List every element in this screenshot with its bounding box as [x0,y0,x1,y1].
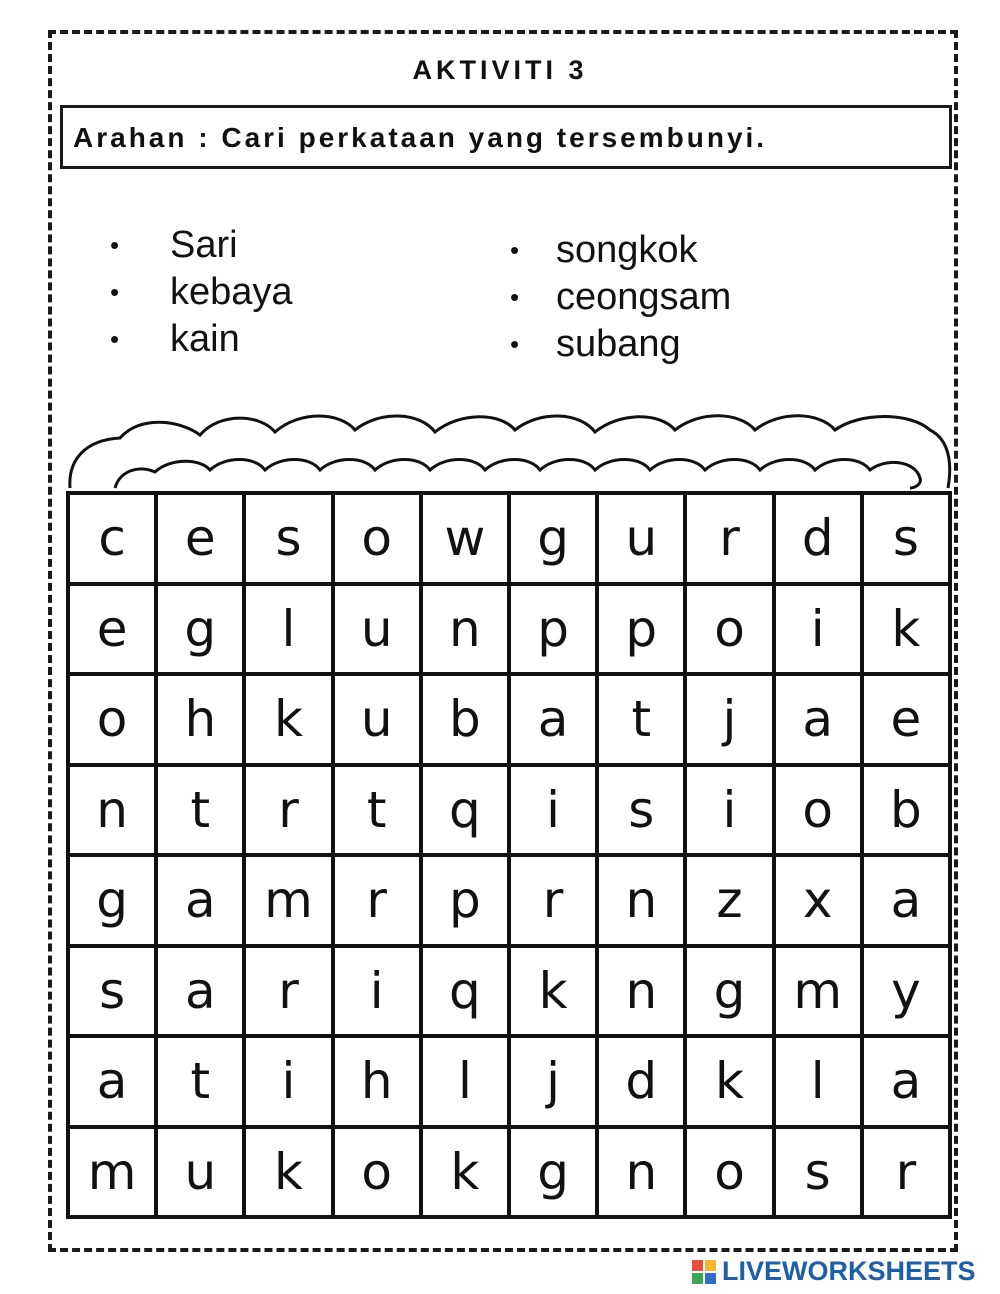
word-list-item [110,269,293,316]
bullet-icon: • [510,282,520,312]
cloud-decoration [60,400,960,495]
grid-cell[interactable]: b [421,674,509,765]
grid-cell[interactable]: l [421,1036,509,1127]
grid-cell[interactable]: s [597,765,685,856]
grid-cell[interactable]: m [774,946,862,1037]
grid-cell[interactable]: u [333,674,421,765]
grid-cell[interactable]: o [333,1127,421,1218]
grid-cell[interactable]: o [333,493,421,584]
grid-cell[interactable]: t [597,674,685,765]
word-list-right [510,227,731,368]
grid-cell[interactable]: k [421,1127,509,1218]
grid-cell[interactable]: i [333,946,421,1037]
grid-cell[interactable]: y [862,946,950,1037]
word-list-item [110,316,293,363]
grid-cell[interactable]: e [862,674,950,765]
grid-cell[interactable]: t [156,765,244,856]
grid-cell[interactable]: s [68,946,156,1037]
grid-cell[interactable]: b [862,765,950,856]
bullet-icon: • [110,324,120,354]
grid-cell[interactable]: l [244,584,332,675]
grid-cell[interactable]: o [685,584,773,675]
word-list-left [110,222,293,363]
grid-cell[interactable]: l [774,1036,862,1127]
grid-cell[interactable]: c [68,493,156,584]
grid-cell[interactable]: k [862,584,950,675]
grid-cell[interactable]: k [685,1036,773,1127]
grid-cell[interactable]: k [244,1127,332,1218]
grid-cell[interactable]: p [597,584,685,675]
liveworksheets-watermark [692,1256,976,1287]
word-label: ceongsam [556,276,732,318]
grid-cell[interactable]: a [156,855,244,946]
grid-cell[interactable]: g [509,1127,597,1218]
grid-cell[interactable]: d [597,1036,685,1127]
grid-cell[interactable]: n [68,765,156,856]
grid-cell[interactable]: q [421,765,509,856]
grid-cell[interactable]: h [156,674,244,765]
grid-cell[interactable]: o [68,674,156,765]
grid-cell[interactable]: n [597,946,685,1037]
word-list-item [110,222,293,269]
grid-cell[interactable]: s [862,493,950,584]
grid-cell[interactable]: o [685,1127,773,1218]
grid-cell[interactable]: m [244,855,332,946]
grid-cell[interactable]: x [774,855,862,946]
grid-cell[interactable]: p [421,855,509,946]
bullet-icon: • [510,235,520,265]
word-search-grid [66,491,952,1219]
word-label: songkok [556,229,698,271]
grid-cell[interactable]: o [774,765,862,856]
grid-cell[interactable]: g [156,584,244,675]
grid-cell[interactable]: r [509,855,597,946]
grid-cell[interactable]: r [333,855,421,946]
word-list-item [510,321,731,368]
grid-cell[interactable]: g [685,946,773,1037]
grid-cell[interactable]: q [421,946,509,1037]
word-label: subang [556,323,681,365]
grid-cell[interactable]: u [333,584,421,675]
word-list-item [510,274,731,321]
word-list-item [510,227,731,274]
grid-cell[interactable]: t [333,765,421,856]
grid-cell[interactable]: j [509,1036,597,1127]
grid-cell[interactable]: s [244,493,332,584]
grid-cell[interactable]: a [862,855,950,946]
bullet-icon: • [510,329,520,359]
grid-cell[interactable]: z [685,855,773,946]
instruction-box [60,105,952,169]
bullet-icon: • [110,277,120,307]
grid-cell[interactable]: e [68,584,156,675]
grid-cell[interactable]: a [509,674,597,765]
grid-cell[interactable]: t [156,1036,244,1127]
grid-cell[interactable]: k [244,674,332,765]
grid-cell[interactable]: i [509,765,597,856]
grid-cell[interactable]: a [862,1036,950,1127]
grid-cell[interactable]: p [509,584,597,675]
grid-cell[interactable]: r [244,946,332,1037]
grid-cell[interactable]: u [597,493,685,584]
grid-cell[interactable]: k [509,946,597,1037]
grid-cell[interactable]: r [244,765,332,856]
grid-cell[interactable]: m [68,1127,156,1218]
grid-cell[interactable]: d [774,493,862,584]
word-label: Sari [170,224,238,266]
grid-cell[interactable]: i [774,584,862,675]
activity-title: AKTIVITI 3 [412,55,588,85]
watermark-text: LIVEWORKSHEETS [722,1256,976,1286]
grid-cell[interactable]: n [597,1127,685,1218]
grid-cell[interactable]: g [68,855,156,946]
grid-cell[interactable]: i [244,1036,332,1127]
word-label: kebaya [170,271,293,313]
grid-cell[interactable]: j [685,674,773,765]
grid-cell[interactable]: h [333,1036,421,1127]
liveworksheets-logo-icon [692,1260,716,1284]
grid-cell[interactable]: a [774,674,862,765]
grid-cell[interactable]: r [862,1127,950,1218]
instruction-text: Arahan : Cari perkataan yang tersembunyi. [73,122,768,153]
grid-cell[interactable]: n [597,855,685,946]
grid-cell[interactable]: s [774,1127,862,1218]
grid-cell[interactable]: u [156,1127,244,1218]
grid-cell[interactable]: e [156,493,244,584]
word-label: kain [170,318,240,360]
grid-cell[interactable]: w [421,493,509,584]
grid-cell[interactable]: i [685,765,773,856]
grid-cell[interactable]: a [156,946,244,1037]
grid-cell[interactable]: r [685,493,773,584]
grid-cell[interactable]: g [509,493,597,584]
grid-cell[interactable]: n [421,584,509,675]
bullet-icon: • [110,230,120,260]
grid-cell[interactable]: a [68,1036,156,1127]
